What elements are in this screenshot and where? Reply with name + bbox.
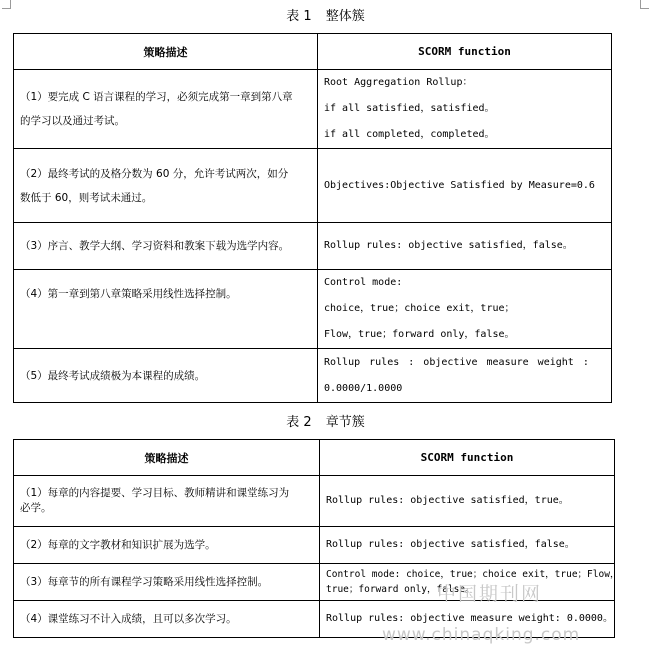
scorm-text: Rollup rules: objective satisfied，false。	[326, 539, 575, 550]
scorm-cell	[318, 349, 612, 403]
scorm-text: 0.0000/1.0000	[324, 382, 403, 394]
table-row	[14, 527, 615, 564]
scorm-text: Rollup rules: objective satisfied，true。	[326, 495, 569, 506]
scorm-text: Rollup rules: objective measure weight: 0.0000。	[326, 613, 613, 624]
scorm-text: Control mode: choice，true；choice exit，true；Flow，	[326, 569, 620, 580]
strategy-cell	[14, 476, 320, 527]
strategy-text: 数低于 60，则考试未通过。	[20, 191, 153, 204]
table-row	[14, 601, 615, 638]
scorm-text: Rollup rules: objective satisfied，false。	[324, 240, 573, 251]
table-row	[14, 149, 612, 223]
table1-header-row	[14, 34, 612, 70]
strategy-text: （1）每章的内容提要、学习目标、教师精讲和课堂练习为	[20, 487, 290, 499]
strategy-cell	[14, 270, 318, 349]
watermark-site-name: 中国期刊网	[437, 583, 543, 605]
table1-header-strategy: 策略描述	[14, 34, 318, 70]
table1-caption-title: 整体簇	[325, 9, 365, 24]
strategy-cell	[14, 349, 318, 403]
scorm-cell	[318, 270, 612, 349]
scorm-text: Root Aggregation Rollup：	[324, 77, 473, 88]
strategy-cell	[14, 527, 320, 564]
table1-caption-number: 表 1	[286, 9, 312, 24]
scorm-text: if all completed，completed。	[324, 129, 495, 140]
table-row	[14, 270, 612, 349]
scorm-text: Rollup rules : objective measure weight :	[324, 356, 589, 368]
scorm-text: Objectives:Objective Satisfied by Measure=0.6	[324, 179, 595, 191]
table2-header-row	[14, 440, 615, 476]
table2-header-scorm: SCORM function	[320, 440, 615, 476]
scorm-cell	[320, 564, 620, 601]
strategy-cell	[14, 149, 318, 223]
table2-caption-title: 章节簇	[325, 415, 365, 430]
strategy-cell	[14, 223, 318, 270]
watermark-url: www.chinaqking.com	[382, 625, 581, 645]
table1-caption	[0, 5, 651, 24]
table-row	[14, 476, 615, 527]
table-row	[14, 564, 615, 601]
strategy-cell	[14, 70, 318, 149]
strategy-text: （2）每章的文字教材和知识扩展为选学。	[20, 539, 216, 551]
strategy-text: （2）最终考试的及格分数为 60 分，允许考试两次，如分	[20, 167, 289, 180]
strategy-text: 的学习以及通过考试。	[20, 115, 125, 127]
scorm-cell	[318, 70, 612, 149]
strategy-text: （4）第一章到第八章策略采用线性选择控制。	[20, 288, 237, 300]
table-row	[14, 70, 612, 149]
strategy-cell	[14, 601, 320, 638]
strategy-text: 必学。	[20, 502, 52, 514]
strategy-text: （5）最终考试成绩极为本课程的成绩。	[20, 369, 206, 382]
scorm-text: choice，true；choice exit，true；	[324, 303, 515, 314]
scorm-cell	[320, 527, 615, 564]
scorm-text: if all satisfied，satisfied。	[324, 103, 495, 114]
scorm-cell	[320, 476, 615, 527]
scorm-cell	[318, 149, 612, 223]
strategy-text: （4）课堂练习不计入成绩，且可以多次学习。	[20, 613, 237, 625]
table1	[13, 33, 612, 403]
table1-header-scorm: SCORM function	[318, 34, 612, 70]
scorm-cell	[320, 601, 615, 638]
strategy-cell	[14, 564, 320, 601]
strategy-text: （3）每章节的所有课程学习策略采用线性选择控制。	[20, 576, 269, 588]
strategy-text: （3）序言、教学大纲、学习资料和教案下载为选学内容。	[20, 240, 290, 252]
table2-caption-number: 表 2	[286, 415, 312, 430]
table2	[13, 439, 620, 638]
scorm-cell	[318, 223, 612, 270]
scorm-text: Flow，true；forward only，false。	[324, 329, 515, 340]
strategy-text: （1）要完成 C 语言课程的学习，必须完成第一章到第八章	[20, 91, 293, 103]
table2-caption	[0, 411, 651, 430]
table-row	[14, 223, 612, 270]
scorm-text: true；forward only，false。	[326, 584, 475, 595]
table-row	[14, 349, 612, 403]
scorm-text: Control mode:	[324, 277, 403, 288]
table2-header-strategy: 策略描述	[14, 440, 320, 476]
